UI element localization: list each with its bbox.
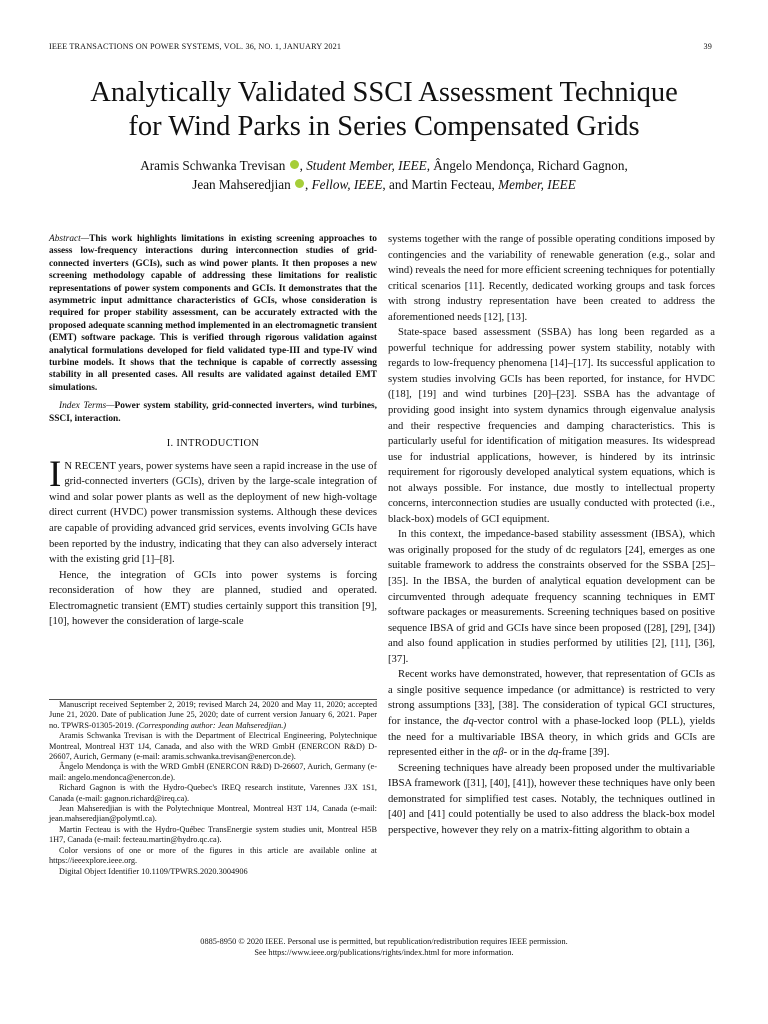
right-paragraph-4 — [388, 667, 715, 760]
intro-paragraph-1 — [49, 453, 377, 568]
footnote-manuscript — [49, 700, 377, 731]
left-column — [49, 233, 377, 630]
paragraph-text: - or in the — [503, 747, 548, 759]
footnote-affiliation: Martin Fecteau is with the Hydro-Québec TransEnergie system studies unit, Montreal H5B 1H7, Canada (e-mail: fecteau.martin@hydro.qc.ca). — [49, 824, 377, 845]
author-name: Jean Mahseredjian — [192, 177, 291, 192]
index-terms-label: Index Terms— — [59, 401, 115, 412]
footnotes — [49, 700, 377, 877]
footnote-affiliation: Aramis Schwanka Trevisan is with the Department of Electrical Engineering, Polytechnique Montreal, Montreal H3T 1J4, Canada, and also with the WRD GmbH (ENERCON R&D) D-26607, Aurich, Germany (e-mail: aramis.schwanka.trevisan@enercon.de). — [49, 731, 377, 762]
footnote-affiliation: Richard Gagnon is with the Hydro-Quebec's IREQ research institute, Varennes J3X 1S1, Canada (e-mail: gagnon.richard@ireq.ca). — [49, 783, 377, 803]
right-paragraph-5: Screening techniques have already been proposed under the multivariable IBSA framework ([31], [40], [41]), however these techniques have only been demonstrated for simplified test cases. Notably, the techniques outlined in [40] and [41] could potentially be used to also address the black-box model perspective, however they rely on a matrix-fitting algorithm to obtain a — [388, 762, 715, 836]
abstract-label: Abstract— — [49, 234, 90, 244]
footnote-color-note: Color versions of one or more of the figures in this article are available online at https://ieeexplore.ieee.org. — [49, 845, 377, 866]
journal-citation: IEEE TRANSACTIONS ON POWER SYSTEMS, VOL. 36, NO. 1, JANUARY 2021 — [49, 42, 342, 51]
title-line-1: Analytically Validated SSCI Assessment Technique — [90, 77, 678, 108]
abstract — [49, 233, 377, 394]
author-list: Aramis Schwanka Trevisan , Student Member, IEEE, Ângelo Mendonça, Richard Gagnon, Jean Mahseredjian , Fellow, IEEE, and Martin Fecteau, Member, IEEE — [140, 158, 628, 192]
orcid-icon[interactable] — [295, 179, 304, 188]
drop-cap: I — [49, 453, 62, 495]
orcid-icon[interactable] — [290, 160, 299, 169]
rights-link[interactable]: See https://www.ieee.org/publications/rights/index.html for more information. — [254, 948, 514, 957]
title-line-2: for Wind Parks in Series Compensated Grids — [128, 111, 640, 142]
paragraph-text: N RECENT years, power systems have seen a rapid increase in the use of grid-connected inverters (GCIs), driven by the large-scale integration of wind and solar power plants as well as the deployment of new high-voltage direct current (HVDC) power transmission systems. Although these devices are capable of providing advanced grid services, events involving GCIs have been reported by the industry, indicating that they can also adversely interact with the existing grid [1]–[8]. — [49, 460, 377, 566]
abstract-text: This work highlights limitations in existing screening approaches to assess low-frequency interactions during interconnection studies of grid-connected inverters (GCIs), such as wind power plants. It then proposes a new screening methodology capable of addressing these limitations for realistic representations of power system components and GCIs. It demonstrates that the asymmetric input admittance characteristics of GCIs, whose consideration is required for proper stability assessment, can be accurately extracted with the proposed adequate scanning method implemented in an electromagnetic transient (EMT) software package. This is verified through rigorous validation against analytical formulations developed for field validated type-III and type-IV wind turbine models. It shows that the technique is capable of correctly assessing stability in all presented cases. All results are validated against detailed EMT simulations. — [49, 234, 377, 393]
right-paragraph-2: State-space based assessment (SSBA) has long been regarded as a powerful technique for addressing power system stability, notably with regards to low-frequency phenomena [14]–[17]. Its successful application to system studies involving GCIs has been reported, for instance, for HVDC ([18], [19] and wind turbines [20]–[23]. SSBA has the advantage of providing good insight into system dynamics through eigenvalue analysis and their respective frequencies and damping characteristics. This is particularly useful for identification of mitigation measures. Its widespread use for industrial applications, however, is hindered by its intrinsic requirement for rigorously developed analytical system equations, which is not always possible. For instance, due mostly to intellectual property concerns, interconnection studies are usually conducted with protected (i.e., black-box) models of GCI equipment. — [388, 327, 715, 525]
math-dq: dq — [547, 747, 559, 759]
author-role: Fellow, IEEE — [311, 177, 383, 192]
copyright-footer — [30, 936, 738, 958]
paragraph-text: Recent works have demonstrated, however, that representation of GCIs as a single positive sequence impedance (or admittance) is restricted to very strong assumptions [33], [38]. The consideration of typical GCI structures, for instance, the — [388, 669, 715, 727]
right-paragraph-3: In this context, the impedance-based stability assessment (IBSA), which was originally proposed for the study of dc regulators [24], emerges as one suitable framework to address the constraints observed for the SSBA [25]–[35]. In the IBSA, the burden of analytical equation development can be circumvented through adequate frequency scanning techniques in EMT software packages or measurements. Screening techniques based on positive sequence IBSA of grid and GCIs have since been proposed ([28], [29], [34]) and also found application in studies performed by utilities [2], [11], [36], [37]. — [388, 529, 715, 665]
right-paragraph-1: systems together with the range of possible operating conditions imposed by contingencies and the variability of renewable generation (e.g., solar and wind) reveals the need for more efficient screening techniques for potentially critical scenarios [11]. Recently, dedicated working groups and task forces with strong industry representation have been created to address the aforementioned needs [12], [13]. — [388, 234, 715, 323]
paper-title — [30, 76, 738, 144]
author-name: Aramis Schwanka Trevisan — [140, 158, 286, 173]
copyright-line: 0885-8950 © 2020 IEEE. Personal use is permitted, but republication/redistribution requires IEEE permission. — [200, 937, 568, 946]
paragraph-text: -frame [39]. — [558, 747, 610, 759]
index-terms-text: Power system stability, grid-connected inverters, wind turbines, SSCI, interaction. — [49, 401, 377, 424]
page-number: 39 — [703, 42, 712, 51]
right-column — [388, 232, 715, 838]
math-dq: dq — [463, 715, 474, 727]
section-heading: I. INTRODUCTION — [166, 438, 260, 450]
footnote-affiliation: Ângelo Mendonça is with the WRD GmbH (ENERCON R&D) D-26607, Aurich, Germany (e-mail: angelo.mendonca@enercon.de). — [49, 762, 377, 782]
paragraph-text: -vector control with a phase-locked loop (PLL), yields the need for a multivariable IBSA theory, in which grids and GCIs are represented either in the — [388, 715, 715, 759]
corresponding-author: (Corresponding author: Jean Mahseredjian.) — [135, 720, 287, 730]
author-names: , Ângelo Mendonça, Richard Gagnon, — [426, 158, 628, 173]
math-alpha-beta: αβ — [492, 747, 504, 759]
author-role: Member, IEEE — [498, 177, 576, 192]
author-role: Student Member, IEEE — [306, 158, 427, 173]
author-names: , and Martin Fecteau, — [382, 177, 495, 192]
footnote-affiliation: Jean Mahseredjian is with the Polytechnique Montreal, Montreal H3T 1J4, Canada (e-mail: jean.mahseredjian@polymtl.ca). — [49, 804, 377, 824]
index-terms — [49, 400, 377, 425]
footnote-text: Manuscript received September 2, 2019; revised March 24, 2020 and May 11, 2020; accepted June 21, 2020. Date of publication June 25, 2020; date of current version January 6, 2021. Paper no. TPWRS-01305-2019. — [49, 700, 377, 730]
footnote-doi: Digital Object Identifier 10.1109/TPWRS.2020.3004906 — [59, 866, 248, 876]
intro-paragraph-2: Hence, the integration of GCIs into power systems is forcing reconsideration of how they are planned, studied and operated. Electromagnetic transient (EMT) studies certainly support this transition [9], [10], however the consideration of large-scale — [49, 569, 377, 628]
running-head — [49, 42, 712, 51]
